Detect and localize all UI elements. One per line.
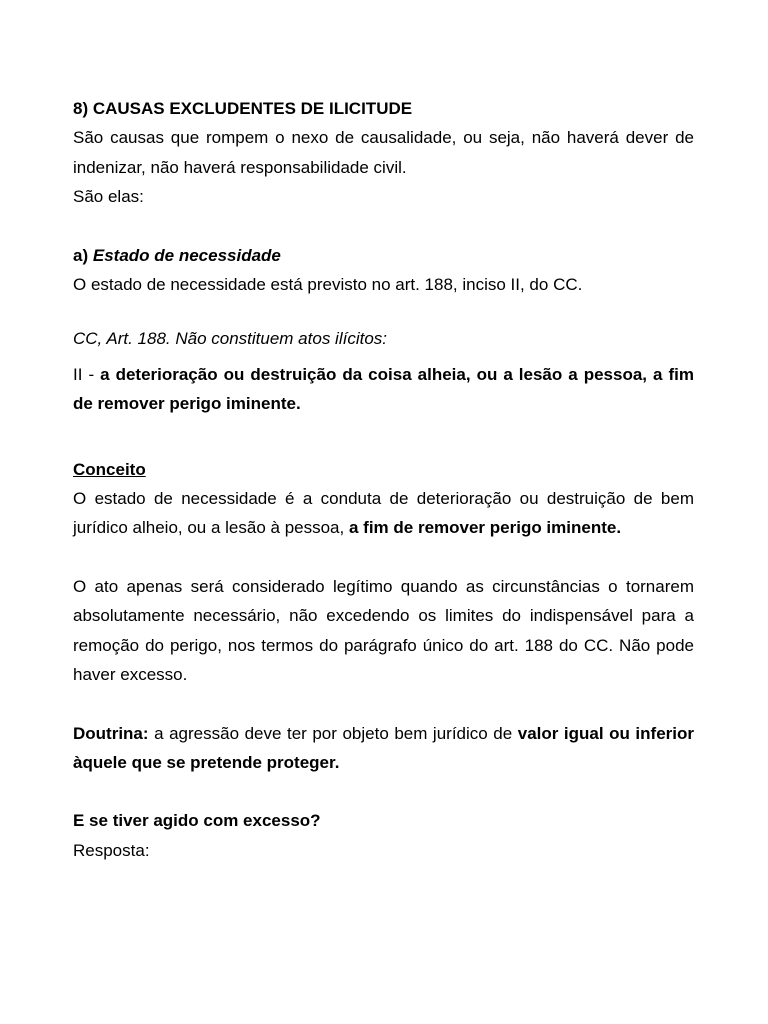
item-a-heading xyxy=(73,241,694,270)
concept-text: O estado de necessidade é a conduta de deterioração ou destruição de bem jurídico alheio, ou a lesão à pessoa, xyxy=(73,489,694,538)
doctrine-text: a agressão deve ter por objeto bem jurídico de xyxy=(154,723,513,743)
document-page xyxy=(73,94,694,865)
legitimacy-paragraph: O ato apenas será considerado legítimo quando as circunstâncias o tornarem absolutamente necessário, não excedendo os limites do indispensável para a remoção do perigo, nos termos do parágrafo único do art. 188 do CC. Não pode haver excesso. xyxy=(73,576,694,685)
concept-heading: Conceito xyxy=(73,459,146,479)
citation-item xyxy=(73,360,694,419)
citation-caption: CC, Art. 188. Não constituem atos ilícitos: xyxy=(73,329,387,349)
list-intro: São elas: xyxy=(73,187,144,207)
answer-label: Resposta: xyxy=(73,840,150,860)
item-a-text: O estado de necessidade está previsto no art. 188, inciso II, do CC. xyxy=(73,275,583,295)
intro-paragraph: São causas que rompem o nexo de causalidade, ou seja, não haverá dever de indenizar, não haverá responsabilidade civil. xyxy=(73,128,694,177)
section-heading: 8) CAUSAS EXCLUDENTES DE ILICITUDE xyxy=(73,99,413,118)
citation-item-prefix: II - xyxy=(73,364,95,384)
doctrine-paragraph xyxy=(73,719,694,778)
citation-item-text: a deterioração ou destruição da coisa alheia, ou a lesão a pessoa, a fim de remover perigo iminente. xyxy=(73,364,694,414)
concept-paragraph xyxy=(73,484,694,543)
item-a-marker: a) xyxy=(73,245,89,265)
question-text: E se tiver agido com excesso? xyxy=(73,811,321,831)
concept-text-bold: a fim de remover perigo iminente. xyxy=(348,518,622,538)
doctrine-text-bold: valor igual ou inferior àquele que se pretende proteger. xyxy=(73,723,694,772)
item-a-title: Estado de necessidade xyxy=(92,245,281,265)
doctrine-label: Doutrina: xyxy=(73,723,149,743)
